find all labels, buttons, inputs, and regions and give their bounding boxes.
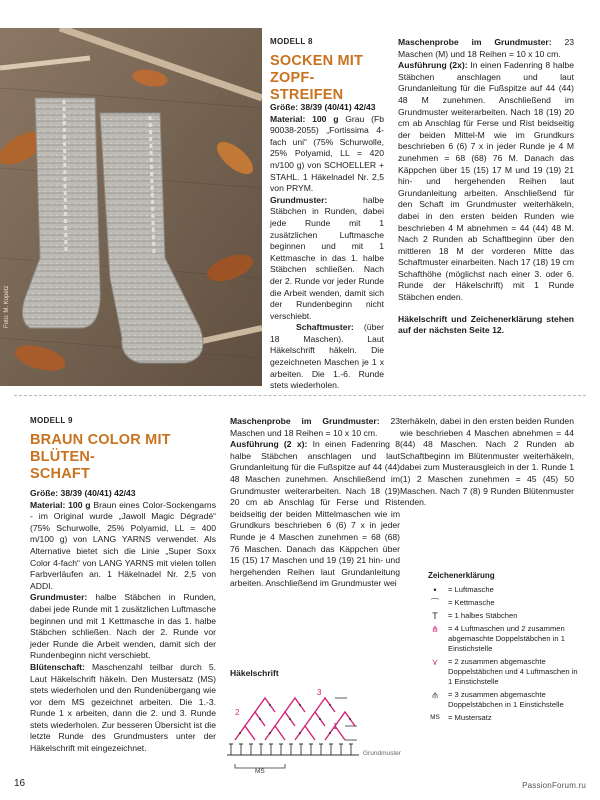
model8-title: SOCKEN MIT ZOPF- STREIFEN <box>270 53 364 103</box>
page-number: 16 <box>14 778 26 789</box>
site-brand: PassionForum.ru <box>522 781 586 790</box>
model8-note: Häkelschrift und Zeichenerklärung stehen auf der nächsten Seite 12. <box>398 313 574 336</box>
pattern-repeat-icon: MS <box>430 714 440 721</box>
model8-label: MODELL 8 <box>270 37 313 46</box>
crochet-chart <box>225 680 415 780</box>
model8-column-1: Größe: 38/39 (40/41) 42/43 Material: 100 g Grau (Fb 90038-2055) „Fortissima 4-fach uni“ (75% Schurwolle, 25% Polyamid, LL = 420 m/100 g) von SCHOELLER + STAHL. 1 Häkelnadel Nr. 2,5 von PRYM. Grundmuster: halbe Stäbchen in Runden, dabei jede Runde mit 1 zusätzlichen Luftmasche beginnen und mit 1 Kettmasche in das 1. halbe Stäbchen schließen. Nach der 2. Runde vor jeder Runde die Arbeit wenden, damit sich der Rundenbeginn nicht verschiebt. Schaftmuster: (über 18 Maschen). Laut Häkelschrift häkeln. Die gezeichneten Maschen je 1 x arbeiten. Die 1.-6. Runde stets wiederholen. <box>270 102 384 391</box>
model9-bluetenschaft: Maschenzahl teilbar durch 5. Laut Häkelschrift häkeln. Den Mustersatz (MS) stets wiederholen und den Rundenübergang wie vor dem MS gezeichnet arbeiten. Die 1.-3. Runde 1 x arbeiten, dann die 2. und 3. Runde stets wiederholen. Zur besseren Übersicht ist die letzte Runde des Grundmusters unter der Häkelschrift mit eingezeichnet. <box>30 661 216 754</box>
legend-item: MS = Mustersatz <box>428 713 578 723</box>
legend <box>428 571 578 726</box>
four-dc-cluster-icon: ⋔ <box>431 624 439 634</box>
three-dc-cluster-icon: ⫛ <box>432 690 438 700</box>
model9-maschenprobe: 23 Maschen und 18 Reihen = 10 x 10 cm. <box>230 416 401 438</box>
model9-title: BRAUN COLOR MIT BLÜTEN- SCHAFT <box>30 432 171 482</box>
legend-item: ⋎ = 2 zusammen abgemaschte Doppelstäbchen und 4 Luftmaschen in 1 Einstichstelle <box>428 657 578 687</box>
model9-ausfuehrung: In einen Fadenring 8 halbe Stäbchen anschlagen und laut Grundanleitung für die Fußspitze auf 44 (44) 48 Maschen zunehmen. Anschließend im Grundmuster weiterarbeiten. Nach 18 (19) 20 cm ab Anschlag für Ferse und Rist beidseitig der beiden Mittelmaschen wie im Grundkurs beschrieben 6 (6) 7 x in jeder Runde je 4 Maschen zunehmen = 68 (68) 76 Maschen. Danach das Käppchen über 15 (15) 17 Maschen und 19 (19) 21 hin- und hergehenden Reihen laut Grundanleitung arbeiten. Anschließend im Grundmuster wei <box>230 439 400 589</box>
chain-icon: • <box>433 585 437 595</box>
model8-maschenprobe: 23 Maschen (M) und 18 Reihen = 10 x 10 cm. <box>398 37 575 59</box>
legend-item: T = 1 halbes Stäbchen <box>428 611 578 621</box>
model9-material: Braun eines Color-Sockengarns - im Original wurde „Jawoll Magic Dégradé“ (75% Schurwolle, 25% Polyamid, LL = 400 m/100 g) von LANG YARNS verwendet. Als Alternative bietet sich die Linie „Super Soxx Color 4-fach“ von LANG YARNS mit vielen tollen Farbverläufen an. 1 Häkelnadel Nr. 2,5 von ADDI. <box>30 499 217 591</box>
model9-column-1: Größe: 38/39 (40/41) 42/43 Material: 100 g Braun eines Color-Sockengarns - im Original wurde „Jawoll Magic Dégradé“ (75% Schurwolle, 25% Polyamid, LL = 400 m/100 g) von LANG YARNS verwendet. Als Alternative bietet sich die Linie „Super Soxx Color 4-fach“ von LANG YARNS mit vielen tollen Farbverläufen an. 1 Häkelnadel Nr. 2,5 von ADDI. Grundmuster: halbe Stäbchen in Runden, dabei jede Runde mit 1 zusätzlichen Luftmasche beginnen und mit 1 Kettmasche in das 1. halbe Stäbchen schließen. Nach der 2. Runde vor jeder Runde die Arbeit wenden, damit sich der Rundenbeginn nicht verschiebt. Blütenschaft: Maschenzahl teilbar durch 5. Laut Häkelschrift häkeln. Den Mustersatz (MS) stets wiederholen und den Rundenübergang wie vor dem MS gezeichnet arbeiten. Die 1.-3. Runde 1 x arbeiten, dann die 2. und 3. Runde stets wiederholen. Zur besseren Übersicht ist die letzte Runde des Grundmusters unter der Häkelschrift mit eingezeichnet. <box>30 488 217 754</box>
model9-column-3 <box>400 416 574 509</box>
chart-label-ms: MS <box>255 768 265 775</box>
photo-credit: Foto: M. Kopetz <box>4 285 10 328</box>
section-divider <box>14 395 586 396</box>
legend-item: • = Luftmasche <box>428 585 578 595</box>
model8-material: Grau (Fb 90038-2055) „Fortissima 4-fach uni“ (75% Schurwolle, 25% Polyamid, LL = 420 m/100 g) von SCHOELLER + STAHL. 1 Häkelnadel Nr. 2,5 von PRYM. <box>270 113 384 194</box>
two-dc-cluster-icon: ⋎ <box>431 657 439 667</box>
chart-row-1: 1 <box>333 722 338 731</box>
model9-label: MODELL 9 <box>30 416 73 425</box>
legend-item: ⫛ = 3 zusammen abgemaschte Doppelstäbchen in 1 Einstichstelle <box>428 690 578 710</box>
legend-item: ⁀ = Kettmasche <box>428 598 578 608</box>
chart-title: Häkelschrift <box>230 668 279 678</box>
socks-illustration <box>0 28 262 386</box>
slip-stitch-icon: ⁀ <box>431 598 439 608</box>
legend-item: ⋔ = 4 Luftmaschen und 2 zusammen abgemaschte Doppelstäbchen in 1 Einstichstelle <box>428 624 578 654</box>
model9-size: Größe: 38/39 (40/41) 42/43 <box>30 488 136 498</box>
model9-ausfuehrung-continued: terhäkeln, dabei in den ersten beiden Runden wie beschrieben 4 Maschen abnehmen = 44 (44) 48 Maschen. Nach 2 Runden ab Schaftbeginn im Blütenmuster weiterhäkeln, dabei zum Musterausgleich in der 1. Runde 1 (1) 2 Maschen zunehmen = 45 (45) 50 Maschen. Nach 7 (8) 9 Runden Blütenmuster enden. <box>400 416 574 508</box>
model8-ausfuehrung: In einen Fadenring 8 halbe Stäbchen anschlagen und laut Grundanleitung für die Fußspitze auf 44 (44) 48 M zunehmen. Anschließend im Grundmuster weiterarbeiten. Nach 18 (19) 20 cm ab Anschlag für Ferse und Rist beidseitig der beiden Mittel-M wie im Grundkurs beschrieben 6 (6) 7 x in jeder Runde je 4 M zunehmen = 68 (68) 76 M. Danach das Käppchen über 15 (15) 17 M und 19 (19) 21 hin- und hergehenden Reihen laut Grundanleitung arbeiten. Anschließend für den Schaft im Grundmuster weiterhäkeln, dabei in den ersten beiden Runden wie beschrieben 4 M abnehmen = 44 (44) 48 M. Nach 2 Runden ab Schaftbeginn über den mittleren 18 M der vorderen Mitte das Schaftmuster einarbeiten. Nach 17 (18) 19 cm Schafthöhe (möglichst nach einer 3. oder 6. Runde der Häkelschrift) mit 1 Runde Stäbchen enden. <box>398 60 574 303</box>
model8-grundmuster: halbe Stäbchen in Runden, dabei jede Runde mit 1 zusätzlichen Luftmasche beginnen und mit 1 Kettmasche in das 1. halbe Stäbchen schließen. Nach der 2. Runde vor jeder Runde die Arbeit wenden, damit sich der Rundenbeginn nicht verschiebt. <box>270 194 384 321</box>
model9-grundmuster: halbe Stäbchen in Runden, dabei jede Runde mit 1 zusätzlichen Luftmasche beginnen und mit 1 Kettmasche in das 1. halbe Stäbchen schließen. Nach der 2. Runde vor jeder Runde die Arbeit wenden, damit sich der Rundenbeginn nicht verschiebt. <box>30 592 216 661</box>
chart-label-grundmuster: Grundmuster <box>363 750 401 757</box>
half-double-icon: T <box>432 611 438 621</box>
model8-size: Größe: 38/39 (40/41) 42/43 <box>270 102 376 112</box>
model8-schaftmuster: (über 18 Maschen). Laut Häkelschrift häkeln. Die gezeichneten Maschen je 1 x arbeiten. Die 1.-6. Runde stets wiederholen. <box>270 322 384 391</box>
model9-header <box>30 416 220 483</box>
model8-header <box>270 37 380 104</box>
model9-column-2: Maschenprobe im Grundmuster: 23 Maschen und 18 Reihen = 10 x 10 cm. Ausführung (2 x): In einen Fadenring 8 halbe Stäbchen anschlagen und laut Grundanleitung für die Fußspitze auf 44 (44) 48 Maschen zunehmen. Anschließend im Grundmuster weiterarbeiten. Nach 18 (19) 20 cm ab Anschlag für Ferse und Rist beidseitig der beiden Mittelmaschen wie im Grundkurs beschrieben 6 (6) 7 x in jeder Runde je 4 Maschen zunehmen = 68 (68) 76 Maschen. Danach das Käppchen über 15 (15) 17 Maschen und 19 (19) 21 hin- und hergehenden Reihen laut Grundanleitung arbeiten. Anschließend im Grundmuster wei <box>230 416 401 589</box>
legend-title: Zeichenerklärung <box>428 571 495 580</box>
model8-column-2: Maschenprobe im Grundmuster: 23 Maschen (M) und 18 Reihen = 10 x 10 cm. Ausführung (2x): In einen Fadenring 8 halbe Stäbchen anschlagen und laut Grundanleitung für die Fußspitze auf 44 (44) 48 M zunehmen. Anschließend im Grundmuster weiterarbeiten. Nach 18 (19) 20 cm ab Anschlag für Ferse und Rist beidseitig der beiden Mittel-M wie im Grundkurs beschrieben 6 (6) 7 x in jeder Runde je 4 M zunehmen = 68 (68) 76 M. Danach das Käppchen über 15 (15) 17 M und 19 (19) 21 hin- und hergehenden Reihen laut Grundanleitung arbeiten. Anschließend für den Schaft im Grundmuster weiterhäkeln, dabei in den ersten beiden Runden wie beschrieben 4 M abnehmen = 44 (44) 48 M. Nach 2 Runden ab Schaftbeginn über den mittleren 18 M der vorderen Mitte das Schaftmuster einarbeiten. Nach 17 (18) 19 cm Schafthöhe (möglichst nach einer 3. oder 6. Runde der Häkelschrift) mit 1 Runde Stäbchen enden. Häkelschrift und Zeichenerklärung stehen auf der nächsten Seite 12. <box>398 37 575 336</box>
socks-photo <box>0 28 262 386</box>
chart-row-3: 3 <box>317 688 322 697</box>
chart-row-2: 2 <box>235 708 240 717</box>
